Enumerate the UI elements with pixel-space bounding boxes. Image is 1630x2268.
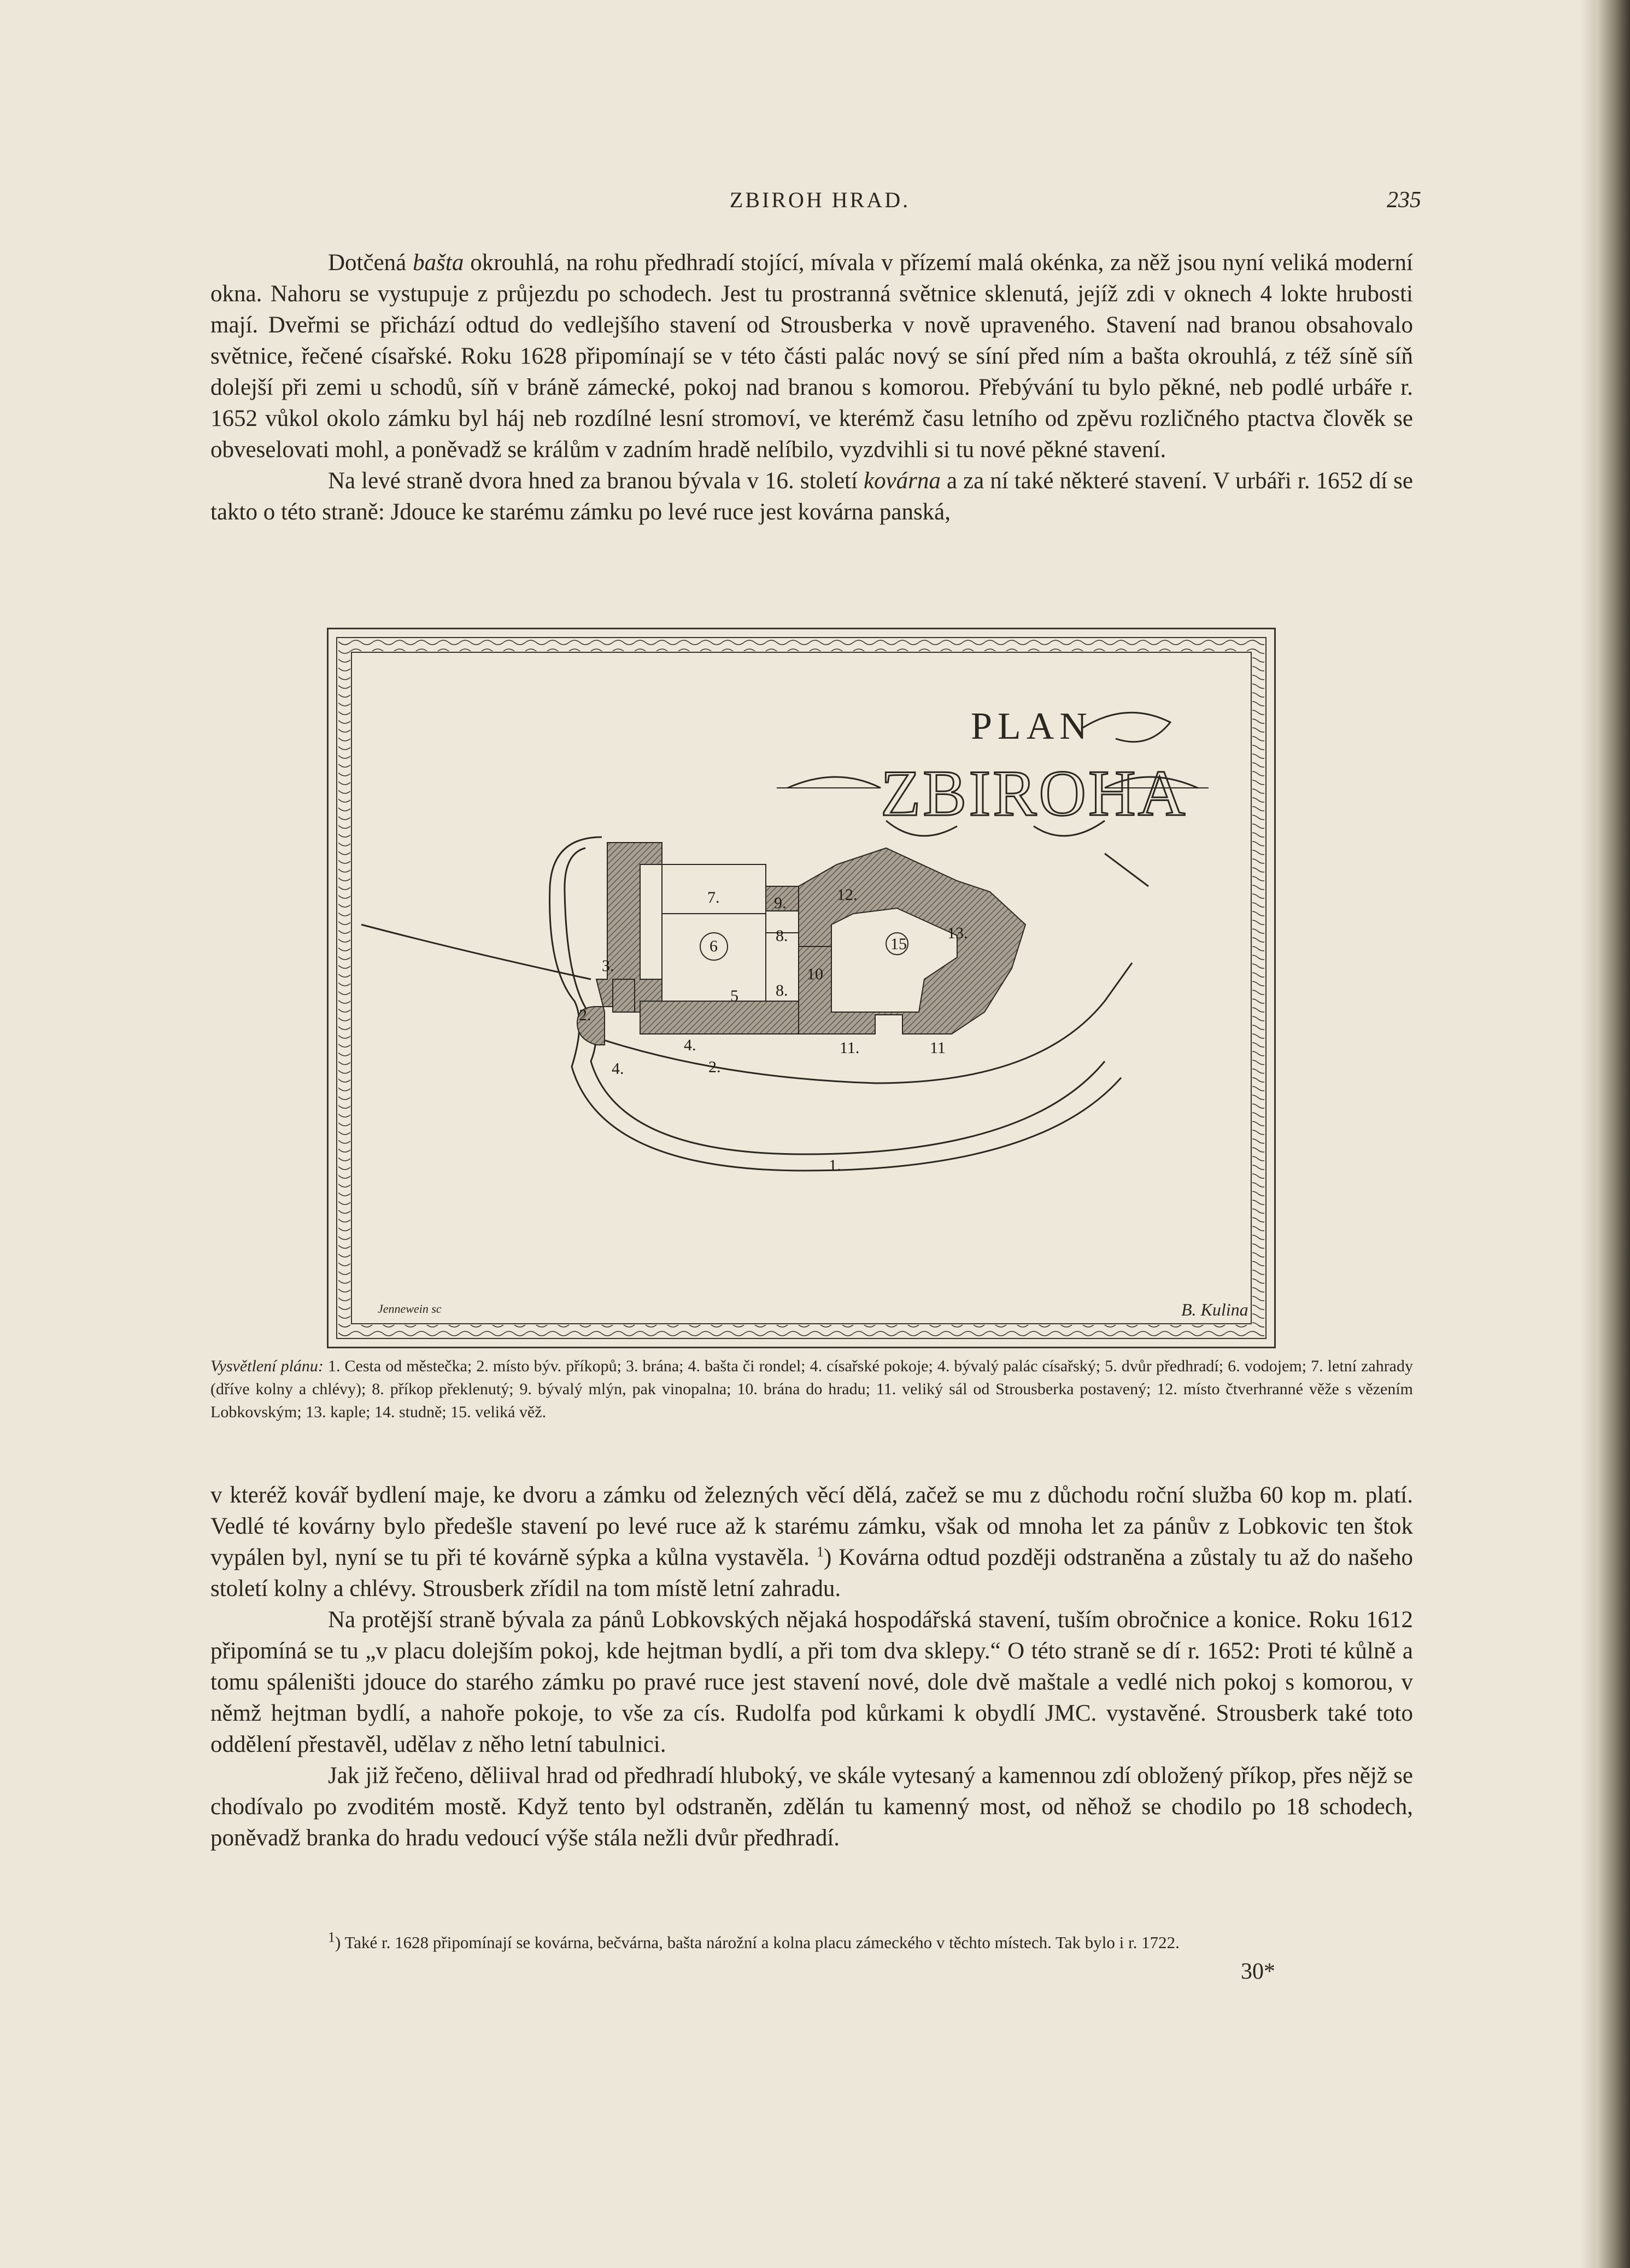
label-courtyard: 5 (730, 987, 738, 1005)
footnote-marker: 1 (328, 1929, 335, 1945)
label-chapel: 13. (947, 924, 968, 942)
label-moat: 2. (579, 1006, 591, 1024)
figure-caption (210, 1355, 1413, 1424)
label-square-tower: 12. (837, 886, 858, 904)
label-bastion: 4. (612, 1060, 624, 1078)
paragraph: Na protější straně bývala za pánů Lobkovských nějaká hospodářská stavení, tuším obročnice a konice. Roku 1612 připomíná se tu „v placu dolejším pokoj, kde hejtman bydlí, a při tom dva sklepy.“ O této straně se dí r. 1652: Proti té kůlně a tomu spáleništi jdouce do starého zámku po pravé ruce jest stavení nové, dole dvě maštale a vedlé nich pokoj s komorou, v němž hejtman bydlí, a nahoře pokoje, to vše za cís. Rudolfa pod kůrkami k obydlí JMC. vystavěné. Strousberk také toto oddělení přestavěl, udělav z něho letní tabulnici. (210, 1607, 1413, 1757)
paragraph: Jak již řečeno, děliival hrad od předhradí hluboký, ve skále vytesaný a kamennou zdí obložený příkop, přes nějž se chodívalo po zvoditém mostě. Když tento byl odstraněn, zdělán tu kamenný most, od něhož se chodilo po 18 schodech, poněvadž branka do hradu vedoucí výše stála nežli dvůr předhradí. (210, 1763, 1413, 1851)
caption-text: 1. Cesta od městečka; 2. místo býv. příkopů; 3. brána; 4. bašta či rondel; 4. císařské pokoje; 4. bývalý palác císařský; 5. dvůr předhradí; 6. vodojem; 7. letní zahrady (dříve kolny a chlévy); 8. příkop překlenutý; 9. bývalý mlýn, pak vinopalna; 10. brána do hradu; 11. veliký sál od Strousberka postavený; 12. místo čtverhranné věže s vězením Lobkovským; 13. kaple; 14. studně; 15. veliká věž. (210, 1357, 1413, 1421)
label-mill: 9. (774, 894, 787, 912)
engraver-signature: Jennewein sc (378, 1302, 442, 1316)
page-number: 235 (1387, 188, 1421, 213)
label-great-hall: 11. (840, 1039, 860, 1057)
castle-plan-figure (327, 628, 1276, 1348)
border-ornament-right (1252, 639, 1264, 1337)
label-summer-garden: 7. (707, 889, 720, 907)
label-moat: 2. (708, 1058, 721, 1076)
footnote-text: ) Také r. 1628 připomínají se kovárna, bečvárna, bašta nárožní a kolna placu zámeckého v těchto místech. Tak bylo i r. 1722. (335, 1933, 1180, 1952)
label-castle-gate: 10 (807, 965, 823, 983)
paragraph: Na levé straně dvora hned za branou bývala v 16. století kovárna a za ní také některé stavení. V urbáři r. 1652 dí se takto o této straně: Jdouce ke starému zámku po levé ruce jest kovárna panská, (210, 468, 1414, 525)
border-ornament-top (338, 639, 1264, 651)
label-moat-bridged: 8. (776, 981, 788, 999)
paragraph: v kteréž kovář bydlení maje, ke dvoru a zámku od železných věcí dělá, začež se mu z důchodu roční služba 60 kop m. platí. Vedlé té kovárny bylo předešle stavení po levé ruce až k starému zámku, však od mnoha let za pánův z Lobkovic ten štok vypálen byl, nyní se tu při té kovárně sýpka a kůlna vystavěla. $^1$) Kovárna odtud později odstraněna a zůstaly tu až do našeho století kolny a chlévy. Strousberk zřídil na tom místě letní zahradu. (210, 1482, 1414, 1601)
plan-name: ZBIROHA (881, 757, 1188, 829)
plan-word: PLAN (971, 705, 1093, 747)
signature-mark: 30* (1241, 1959, 1275, 1984)
upper-text (210, 247, 1413, 528)
label-road: 1. (829, 1156, 841, 1174)
label-great-tower: 15 (890, 935, 907, 953)
castle-buildings (577, 843, 1025, 1045)
footnote (328, 1931, 1413, 1954)
artist-signature: B. Kulina (1181, 1300, 1248, 1319)
page-shadow (1580, 0, 1596, 2268)
footnote-ref: 1 (816, 1544, 824, 1560)
border-ornament-left (338, 639, 350, 1337)
label-great-hall: 11 (930, 1039, 946, 1057)
castle-plan-map (329, 629, 1274, 1347)
border-ornament-bottom (338, 1325, 1264, 1337)
label-gate: 3. (602, 957, 614, 975)
plan-title-cartouche (777, 705, 1209, 836)
label-moat-bridged: 8. (776, 927, 788, 945)
paragraph: Dotčená bašta okrouhlá, na rohu předhradí stojící, mívala v přízemí malá okénka, za něž jsou nyní veliká moderní okna. Nahoru se vystupuje z průjezdu po schodech. Jest tu prostranná světnice sklenutá, jejíž zdi v oknech 4 lokte hrubosti mají. Dveřmi se přichází odtud do vedlejšího stavení od Strousberka v nově upraveného. Stavení nad branou obsahovalo světnice, řečené císařské. Roku 1628 připomínají se v této části palác nový se síní před ním a bašta okrouhlá, z též síně síň dolejší při zemi u schodů, síň v bráně zámecké, pokoj nad branou s komorou. Přebývání tu bylo pěkné, neb podlé urbáře r. 1652 vůkol okolo zámku byl háj neb rozdílné lesní stromoví, ve kterémž času letního od zpěvu rozličného ptactva člověk se obveselovati mohl, a poněvadž se králům v zadním hradě nelíbilo, vyzdvihli si tu nové pěkné stavení. (210, 250, 1413, 463)
running-head: ZBIROH HRAD. (729, 188, 911, 212)
label-reservoir: 6 (710, 937, 718, 955)
label-imperial-rooms: 4. (684, 1036, 696, 1054)
book-edge (1596, 0, 1630, 2268)
caption-lead: Vysvětlení plánu: (210, 1357, 324, 1375)
lower-text (210, 1480, 1413, 1854)
